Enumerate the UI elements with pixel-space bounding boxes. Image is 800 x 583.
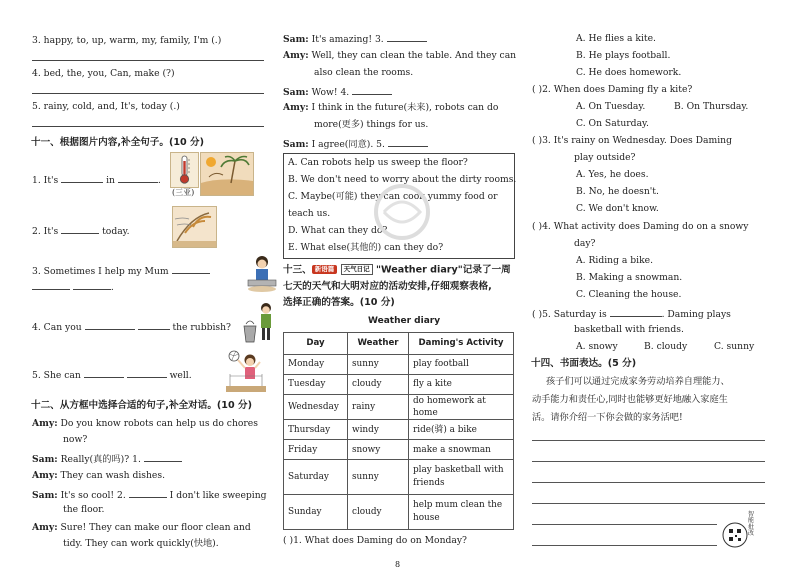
weather-cell: snowy xyxy=(348,440,409,460)
page-number: 8 xyxy=(395,560,401,569)
speaker-sam: Sam: xyxy=(283,139,309,150)
blank-field-5[interactable] xyxy=(388,137,428,147)
writing-line[interactable] xyxy=(532,482,765,483)
sentence-text: the rubbish? xyxy=(172,322,231,333)
writing-line[interactable] xyxy=(532,545,717,546)
q4-option-c[interactable]: C. Cleaning the house. xyxy=(576,289,682,300)
section-11-title: 十一、根据图片内容,补全句子。(10 分) xyxy=(31,137,205,148)
section-12-title: 十二、从方框中选择合适的句子,补全对话。(10 分) xyxy=(31,400,252,411)
table-row xyxy=(284,420,514,440)
blank-field[interactable] xyxy=(61,173,103,183)
picture-sentence-3 xyxy=(32,264,210,278)
q1-option-a[interactable]: A. He flies a kite. xyxy=(576,33,656,44)
q1-option-c[interactable]: C. He does homework. xyxy=(576,67,682,78)
reorder-question-3: 3. happy, to, up, warm, my, family, I'm (.) xyxy=(32,35,222,46)
q5-option-c[interactable]: C. sunny xyxy=(714,341,755,352)
speaker-amy: Amy: xyxy=(32,470,58,481)
q1-option-b[interactable]: B. He plays football. xyxy=(576,50,671,61)
choice-question-5: ( )5. Saturday is . Daming plays xyxy=(532,309,731,320)
picture-sentence-4 xyxy=(32,320,231,334)
blank-field-3[interactable] xyxy=(387,32,427,42)
weather-cell: cloudy xyxy=(348,495,409,530)
dialogue-line-2: Sam: Really(真的吗)? 1. xyxy=(32,452,182,466)
dialogue-line-10: Sam: I agree(同意). 5. xyxy=(283,137,428,151)
day-cell: Saturday xyxy=(284,460,348,495)
question-text: play outside? xyxy=(574,152,636,163)
writing-line[interactable] xyxy=(532,440,765,441)
dialogue-line-4: Sam: It's so cool! 2. I don't like sweeping xyxy=(32,490,267,501)
weather-cell: rainy xyxy=(348,395,409,420)
qr-code-icon xyxy=(722,522,748,548)
q3-option-b[interactable]: B. No, he doesn't. xyxy=(576,186,659,197)
column-header: Daming's Activity xyxy=(409,333,514,355)
dialogue-line-7: Amy: Well, they can clean the table. And they can xyxy=(283,50,517,61)
picture-sentence-1: 1. It's in . xyxy=(32,175,161,186)
rubbish-image xyxy=(242,302,280,346)
option-c-cont: teach us. xyxy=(288,208,331,219)
blank-field[interactable] xyxy=(127,368,167,378)
speaker-sam: Sam: xyxy=(283,34,309,45)
smart-grading-badge[interactable] xyxy=(722,512,760,552)
picture-sentence-3-cont: . xyxy=(32,280,114,294)
choice-question-4: ( )4. What activity does Daming do on a snowy xyxy=(532,221,749,232)
dialogue-line-8: Sam: Wow! 4. xyxy=(283,85,392,99)
watermark-logo-icon xyxy=(372,182,432,242)
activity-cell: fly a kite xyxy=(409,375,514,395)
beach-scene-image xyxy=(200,152,254,196)
writing-prompt: 活。请你介绍一下你会做的家务活吧! xyxy=(532,412,683,423)
q3-option-c[interactable]: C. We don't know. xyxy=(576,203,659,214)
dialogue-line-3: Amy: They can wash dishes. xyxy=(32,470,165,481)
girl-ball-icon xyxy=(226,348,266,392)
option-c: C. Maybe(可能) they can cook yummy food or xyxy=(288,191,498,202)
writing-line[interactable] xyxy=(532,461,765,462)
speaker-amy: Amy: xyxy=(283,50,309,61)
activity-cell: do homework at home xyxy=(409,395,514,420)
sun-beach-icon xyxy=(201,153,253,195)
table-row xyxy=(284,460,514,495)
child-chore-icon xyxy=(244,254,280,294)
blank-field[interactable] xyxy=(84,368,124,378)
options-box xyxy=(283,153,515,259)
reorder-question-5: 5. rainy, cold, and, It's, today (.) xyxy=(32,101,180,112)
activity-cell: ride(骑) a bike xyxy=(409,420,514,440)
weather-cell: sunny xyxy=(348,355,409,375)
sentence-text: today. xyxy=(102,226,130,237)
dialogue-text: more(更多) things for us. xyxy=(314,119,429,130)
activity-cell: play football xyxy=(409,355,514,375)
dialogue-line-6: Sam: It's amazing! 3. xyxy=(283,32,427,46)
writing-line[interactable] xyxy=(532,503,765,504)
wind-tree-icon xyxy=(173,207,216,247)
q2-option-b[interactable]: B. On Thursday. xyxy=(674,101,749,112)
section-13-title: 十三、 新语篇 天气日记 "Weather diary"记录了一周 xyxy=(283,264,511,276)
writing-prompt: 孩子们可以通过完成家务劳动培养自理能力、 xyxy=(546,376,730,387)
column-header: Weather xyxy=(348,333,409,355)
section-14-title: 十四、书面表达。(5 分) xyxy=(531,358,637,369)
sentence-text: 3. Sometimes I help my Mum xyxy=(32,266,169,277)
option-e: E. What else(其他的) can they do? xyxy=(288,242,444,253)
dialogue-text: also clean the rooms. xyxy=(314,67,414,78)
blank-field[interactable] xyxy=(85,320,135,330)
table-header-row xyxy=(284,333,514,355)
section-13-text: 选择正确的答案。(10 分) xyxy=(283,297,395,308)
dialogue-line-5: Amy: Sure! They can make our floor clean and xyxy=(32,522,251,533)
q2-option-c[interactable]: C. On Saturday. xyxy=(576,118,649,129)
q5-option-b[interactable]: B. cloudy xyxy=(644,341,688,352)
q2-option-a[interactable]: A. On Tuesday. xyxy=(576,101,646,112)
weather-cell: windy xyxy=(348,420,409,440)
blank-field[interactable] xyxy=(32,280,70,290)
dialogue-text: the floor. xyxy=(63,504,105,515)
day-cell: Tuesday xyxy=(284,375,348,395)
blank-field[interactable] xyxy=(118,173,158,183)
new-passage-badge: 新语篇 xyxy=(312,265,338,274)
question-text: day? xyxy=(574,238,596,249)
activity-cell: play basketball with friends xyxy=(409,460,514,495)
dialogue-line-1: Amy: Do you know robots can help us do chores xyxy=(32,418,258,429)
table-row xyxy=(284,440,514,460)
q3-option-a[interactable]: A. Yes, he does. xyxy=(576,169,649,180)
answer-line[interactable] xyxy=(32,60,264,61)
sentence-text: 5. She can xyxy=(32,370,81,381)
sentence-text: 1. It's xyxy=(32,175,59,186)
choice-question-2: ( )2. When does Daming fly a kite? xyxy=(532,84,693,95)
day-cell: Friday xyxy=(284,440,348,460)
column-header: Day xyxy=(284,333,348,355)
day-cell: Sunday xyxy=(284,495,348,530)
speaker-amy: Amy: xyxy=(32,522,58,533)
speaker-amy: Amy: xyxy=(32,418,58,429)
blank-field-1[interactable] xyxy=(144,452,182,462)
boy-washing-image xyxy=(244,254,280,294)
blank-field-2[interactable] xyxy=(129,488,167,498)
blank-field[interactable] xyxy=(138,320,170,330)
table-row xyxy=(284,355,514,375)
picture-sentence-5 xyxy=(32,368,192,382)
answer-line[interactable] xyxy=(32,126,264,127)
choice-question-1: ( )1. What does Daming do on Monday? xyxy=(283,535,467,546)
windy-scene-image xyxy=(172,206,217,248)
reorder-question-4: 4. bed, the, you, Can, make (?) xyxy=(32,68,175,79)
grading-label: 智能批改 xyxy=(748,511,755,537)
activity-cell: make a snowman xyxy=(409,440,514,460)
picture-sentence-2 xyxy=(32,224,130,238)
table-row xyxy=(284,375,514,395)
weather-diary-badge: 天气日记 xyxy=(341,264,373,275)
speaker-sam: Sam: xyxy=(283,87,309,98)
weather-cell: sunny xyxy=(348,460,409,495)
girl-volleyball-image xyxy=(226,348,266,392)
sentence-text: 4. Can you xyxy=(32,322,82,333)
option-d: D. What can they do? xyxy=(288,225,388,236)
q4-option-b[interactable]: B. Making a snowman. xyxy=(576,272,683,283)
q5-option-a[interactable]: A. snowy xyxy=(576,341,618,352)
table-title: Weather diary xyxy=(368,316,441,326)
weather-diary-table xyxy=(283,332,514,530)
blank-field[interactable] xyxy=(610,307,662,317)
q4-option-a[interactable]: A. Riding a bike. xyxy=(576,255,654,266)
writing-prompt: 动手能力和责任心,同时也能够更好地融入家庭生 xyxy=(532,394,728,405)
day-cell: Monday xyxy=(284,355,348,375)
weather-cell: cloudy xyxy=(348,375,409,395)
blank-field-4[interactable] xyxy=(352,85,392,95)
blank-field[interactable] xyxy=(61,224,99,234)
thermometer-icon xyxy=(171,153,198,187)
activity-cell: help mum clean the house xyxy=(409,495,514,530)
question-text: basketball with friends. xyxy=(574,324,684,335)
choice-question-3: ( )3. It's rainy on Wednesday. Does Daming xyxy=(532,135,732,146)
sentence-text: in xyxy=(106,175,115,186)
dialogue-text: tidy. They can work quickly(快地). xyxy=(63,538,219,549)
image-caption: (三亚) xyxy=(172,188,195,197)
option-b: B. We don't need to worry about the dirty rooms. xyxy=(288,174,517,185)
child-rubbish-icon xyxy=(242,302,280,346)
speaker-amy: Amy: xyxy=(283,102,309,113)
speaker-sam: Sam: xyxy=(32,454,58,465)
table-row xyxy=(284,395,514,420)
writing-line[interactable] xyxy=(532,524,717,525)
speaker-sam: Sam: xyxy=(32,490,58,501)
dialogue-text: now? xyxy=(63,434,88,445)
day-cell: Thursday xyxy=(284,420,348,440)
sentence-text: well. xyxy=(169,370,192,381)
day-cell: Wednesday xyxy=(284,395,348,420)
blank-field[interactable] xyxy=(172,264,210,274)
option-a: A. Can robots help us sweep the floor? xyxy=(288,157,468,168)
blank-field[interactable] xyxy=(73,280,111,290)
table-row xyxy=(284,495,514,530)
answer-line[interactable] xyxy=(32,93,264,94)
dialogue-line-9: Amy: I think in the future(未来), robots can do xyxy=(283,102,499,113)
section-13-text: 七天的天气和大明对应的活动安排,仔细观察表格, xyxy=(283,281,492,292)
thermometer-image xyxy=(170,152,199,188)
sentence-text: 2. It's xyxy=(32,226,59,237)
